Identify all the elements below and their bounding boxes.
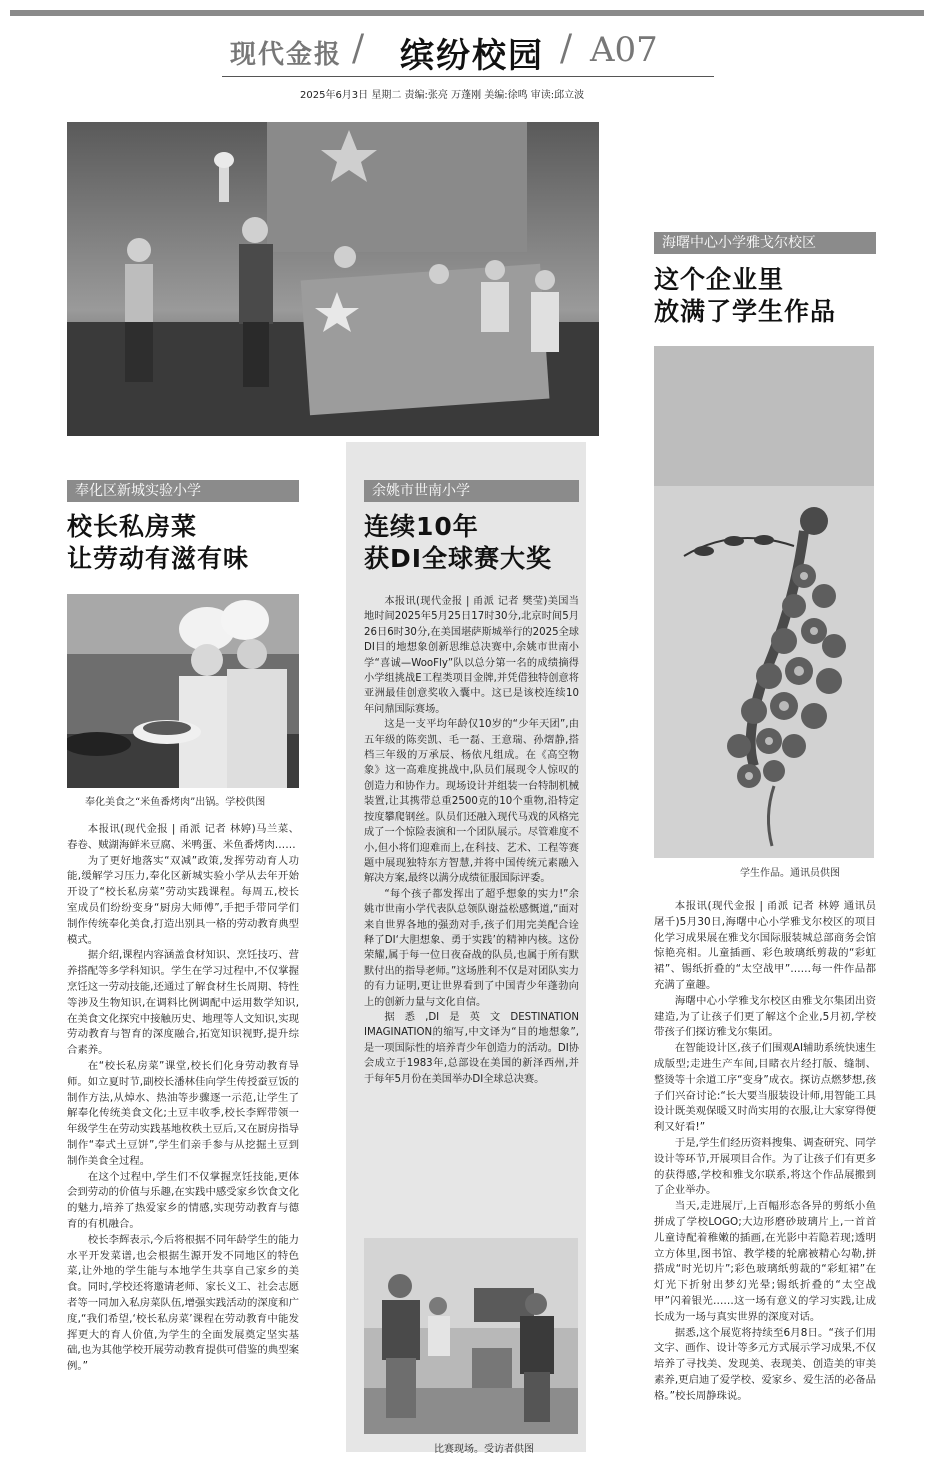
article-headline (67, 511, 337, 575)
article-paragraph: 据悉,DI是英文DESTINATION IMAGINATION的缩写,中文译为“目的地想象”,是一项国际性的培养青少年创造力的活动。DI协会成立于1983年,总部设在美国的新泽西州,并于每年5月份在美国举办DI全球总决赛。 (364, 1011, 579, 1085)
headline-line: 让劳动有滋有味 (67, 544, 250, 573)
headline-line: 获DI全球赛大奖 (364, 544, 553, 573)
article-headline (654, 264, 894, 328)
peacock-artwork-photo (654, 346, 874, 858)
article-body (364, 594, 579, 1087)
article-paragraph: 在这个过程中,学生们不仅掌握烹饪技能,更体会到劳动的价值与乐趣,在实践中感受家乡饮食文化的魅力,培养了热爱家乡的情感,实现劳动教育与德育的有机融合。 (67, 1170, 299, 1230)
article-paragraph: 校长李辉表示,今后将根据不同年龄学生的能力水平开发菜谱,也会根据生源开发不同地区的特色菜,让外地的学生能与本地学生共享自己家乡的美食。同时,学校还将邀请老师、家长义工、社会志愿者等一同加入私房菜队伍,增强实践活动的深度和广度,“我们希望,‘校长私房菜’课程在劳动教育中能发挥更大的育人价值,为学生的全面发展奠定坚实基础,也为其他学校开展劳动教育提供可借鉴的典型案例。” (67, 1233, 299, 1373)
section-title: 缤纷校园 (400, 36, 544, 76)
article-body (67, 822, 299, 1375)
article-paragraph: 于是,学生们经历资料搜集、调查研究、同学设计等环节,开展项目合作。为了让孩子们有更多的获得感,学校和雅戈尔联系,将这个作品展搬到了企业举办。 (654, 1136, 876, 1197)
masthead-divider: / (352, 28, 365, 69)
headline-line: 校长私房菜 (67, 512, 198, 541)
page-number: A07 (590, 30, 658, 70)
article-paragraph: 为了更好地落实“双减”政策,发挥劳动育人功能,缓解学习压力,奉化区新城实验小学从去年开始开设了“校长私房菜”劳动实践课程。每周五,校长室成员们纷纷变身“厨房大师傅”,手把手带同学们制作传统奉化美食,打造出别具一格的劳动教育典型模式。 (67, 854, 299, 946)
headline-line: 连续10年 (364, 512, 479, 541)
school-tag: 余姚市世南小学 (364, 480, 579, 502)
competition-photo (364, 1238, 578, 1434)
article-paragraph: 海曙中心小学雅戈尔校区由雅戈尔集团出资建造,为了让孩子们更了解这个企业,5月初,学校带孩子们探访雅戈尔集团。 (654, 994, 876, 1039)
article-headline (364, 511, 579, 575)
article-paragraph: 本报讯(现代金报 | 甬派 记者 林婷 通讯员 屠千)5月30日,海曙中心小学雅戈尔校区的项目化学习成果展在雅戈尔国际服装城总部商务会馆惊艳亮相。儿童插画、彩色玻璃纸剪裁的“彩虹裙”、锡纸折叠的“太空战甲”……每一件作品都充满了童趣。 (654, 900, 876, 991)
article-paragraph: 在“校长私房菜”课堂,校长们化身劳动教育导师。如立夏时节,副校长潘林佳向学生传授蚕豆饭的制作方法,从焯水、热油等步骤逐一示范,让学生了解奉化传统美食文化;土豆丰收季,校长李辉带领一年级学生在劳动实践基地枚秩土豆后,又在厨房指导制作“奉式土豆饼”,学生们亲手参与从挖掘土豆到制作美食全过程。 (67, 1059, 299, 1167)
school-tag: 奉化区新城实验小学 (67, 480, 299, 502)
photo-caption: 学生作品。通讯员供图 (740, 868, 840, 879)
top-rule (10, 10, 924, 16)
article-body (654, 899, 876, 1405)
school-tag: 海曙中心小学雅戈尔校区 (654, 232, 876, 254)
photo-caption: 比赛现场。受访者供图 (434, 1444, 534, 1455)
article-paragraph: 当天,走进展厅,上百幅形态各异的剪纸小鱼拼成了学校LOGO;大边形磨砂玻璃片上,一首首儿童诗配着稚嫩的插画,在光影中若隐若现;透明立方体里,图书馆、教学楼的轮廓被精心勾勒,拼搭成“时光切片”;彩色玻璃纸剪裁的“彩虹裙”在灯光下折射出梦幻光晕;锡纸折叠的“太空战甲”闪着银光……这一场有意义的学习实践,让成长成为一场与真实世界的深度对话。 (654, 1200, 876, 1323)
article-paragraph: 本报讯(现代金报 | 甬派 记者 樊莹)美国当地时间2025年5月25日17时30分,北京时间5月26日6时30分,在美国堪萨斯城举行的2025全球DI目的地想象创新思维总决赛中,余姚市世南小学“喜诚—WooFly”队以总分第一名的成绩摘得小学组挑战E工程类项目金牌,并凭借独特创意将亚洲最佳创意奖收入囊中。这已是该校连续10年问鼎国际赛场。 (364, 596, 579, 715)
brand-name: 现代金报 (230, 40, 343, 70)
masthead (0, 28, 934, 76)
dateline: 2025年6月3日 星期二 责编:张亮 万蓬刚 美编:徐鸣 审读:邱立波 (300, 90, 585, 101)
photo-caption: 奉化美食之“米鱼番烤肉”出锅。学校供图 (85, 797, 266, 808)
article-paragraph: 据悉,这个展览将持续至6月8日。“孩子们用文字、画作、设计等多元方式展示学习成果,不仅培养了寻找美、发现美、表现美、创造美的审美素养,更启迪了爱学校、爱家乡、爱生活的必备品格。”校长周静珠说。 (654, 1326, 876, 1402)
award-ceremony-photo (67, 122, 599, 436)
cooking-photo (67, 594, 299, 788)
headline-line: 放满了学生作品 (654, 297, 837, 326)
article-paragraph: 在智能设计区,孩子们围观AI辅助系统快速生成版型;走进生产车间,目睹衣片经打版、缝制、整烫等十余道工序“变身”成衣。探访点燃梦想,孩子们兴奋讨论:“长大要当服装设计师,用智能工具设计既美观保暖又时尚实用的衣服,让大家穿得便利又好看!” (654, 1042, 876, 1134)
masthead-rule (222, 76, 714, 77)
headline-line: 这个企业里 (654, 265, 785, 294)
article-paragraph: 这是一支平均年龄仅10岁的“少年天团”,由五年级的陈奕凯、毛一磊、王意瑞、孙熠静,搭档三年级的万承辰、杨依凡组成。在《高空物象》这一高难度挑战中,队员们展现令人惊叹的创造力和协作力。现场设计并组装一台特制机械装置,让其携带总重2500克的10个重物,沿特定按度攀爬钢丝。队员们还融入现代马戏的风格完成了一个惊险表演和一个团队展示。尽管难度不小,但小将们迎难而上,在科技、艺术、工程等赛题中展现独特东方智慧,并将中国传统元素融入解决方案,最终以满分成绩征服国际评委。 (364, 719, 579, 885)
article-paragraph: 据介绍,课程内容涵盖食材知识、烹饪技巧、营养搭配等多学科知识。学生在学习过程中,不仅掌握烹饪这一劳动技能,还通过了解食材生长周期、特性等涉及生物知识,在调料比例调配中运用数学知识,在美食文化探究中接触历史、地理等人文知识,实现劳动教育与智育的深度融合,拓宽知识视野,提升综合素养。 (67, 949, 299, 1057)
article-paragraph: “每个孩子都发挥出了超乎想象的实力!”余姚市世南小学代表队总领队谢益松感慨道,“面对来自世界各地的强劲对手,孩子们用完美配合诠释了DI‘大胆想象、勇于实践’的精神内核。这份荣耀,属于每一位日夜奋战的队员,也属于所有默默付出的指导老师。”这场胜利不仅是对团队实力的有力证明,更让世界看到了中国青少年蓬勃向上的创新力量与文化自信。 (364, 888, 579, 1008)
masthead-divider: / (560, 28, 573, 69)
article-paragraph: 本报讯(现代金报 | 甬派 记者 林婷)马兰菜、春卷、贼湖海鲜米豆腐、米鸭蛋、米鱼番烤肉…… (67, 823, 299, 851)
